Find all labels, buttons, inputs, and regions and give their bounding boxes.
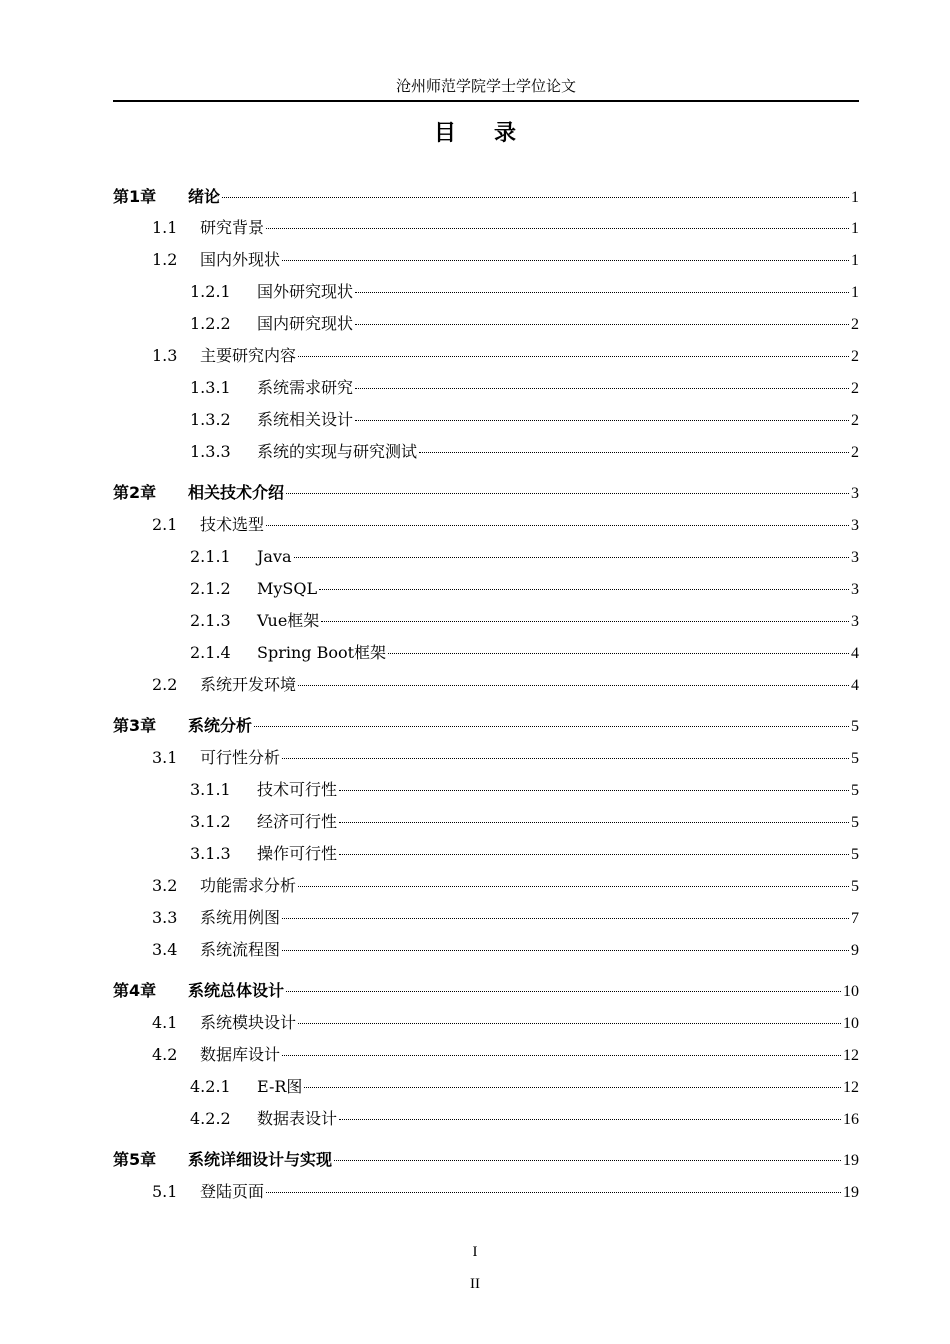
toc-entry-title: 技术可行性 <box>257 780 338 799</box>
toc-entry-page: 2 <box>851 348 859 365</box>
toc-entry-number: 2.2 <box>152 675 178 694</box>
toc-entry[interactable] <box>152 344 859 368</box>
toc-entry-title: 系统相关设计 <box>257 410 354 429</box>
toc-entry-title: 系统流程图 <box>200 940 281 959</box>
toc-entry-number: 1.3 <box>152 346 178 365</box>
toc-entry-title: MySQL <box>257 579 318 598</box>
toc-entry[interactable] <box>113 185 859 209</box>
dot-leader <box>282 918 849 919</box>
toc-entry-page: 1 <box>851 189 859 206</box>
toc-entry-title: Vue框架 <box>257 611 320 630</box>
toc-entry-title: 主要研究内容 <box>200 346 297 365</box>
toc-entry-page: 2 <box>851 444 859 461</box>
dot-leader <box>286 991 841 992</box>
toc-entry[interactable] <box>152 216 859 240</box>
toc-entry-number: 1.2.1 <box>190 282 231 301</box>
dot-leader <box>298 356 849 357</box>
toc-entry[interactable] <box>190 376 859 400</box>
toc-entry-number: 2.1.1 <box>190 547 231 566</box>
dot-leader <box>339 822 849 823</box>
dot-leader <box>304 1087 841 1088</box>
page-number-secondary: II <box>470 1276 480 1292</box>
dot-leader <box>286 493 849 494</box>
toc-entry-title: 系统的实现与研究测试 <box>257 442 418 461</box>
toc-entry-number: 1.3.2 <box>190 410 231 429</box>
toc-entry[interactable] <box>152 1011 859 1035</box>
toc-entry-page: 4 <box>851 677 859 694</box>
toc-entry-number: 3.1.1 <box>190 780 231 799</box>
toc-entry[interactable] <box>190 408 859 432</box>
dot-leader <box>266 525 849 526</box>
toc-entry-title: 系统详细设计与实现 <box>188 1150 333 1169</box>
toc-entry-page: 12 <box>843 1079 859 1096</box>
dot-leader <box>339 790 849 791</box>
toc-entry-page: 3 <box>851 517 859 534</box>
toc-entry[interactable] <box>190 778 859 802</box>
toc-entry-title: 国内研究现状 <box>257 314 354 333</box>
toc-entry[interactable] <box>190 1075 859 1099</box>
toc-entry-title: 系统需求研究 <box>257 378 354 397</box>
toc-entry-number: 3.4 <box>152 940 178 959</box>
toc-entry-number: 4.2 <box>152 1045 178 1064</box>
toc-entry-title: 系统分析 <box>188 716 253 735</box>
dot-leader <box>254 726 849 727</box>
toc-entry-number: 3.1.2 <box>190 812 231 831</box>
toc-entry-title: 绪论 <box>188 187 221 206</box>
toc-entry-number: 第2章 <box>113 483 157 502</box>
dot-leader <box>355 420 849 421</box>
toc-entry[interactable] <box>113 714 859 738</box>
toc-entry-number: 3.3 <box>152 908 178 927</box>
dot-leader <box>298 1023 841 1024</box>
toc-entry-number: 第5章 <box>113 1150 157 1169</box>
toc-entry[interactable] <box>113 481 859 505</box>
toc-entry-page: 2 <box>851 412 859 429</box>
toc-entry[interactable] <box>152 874 859 898</box>
toc-entry-page: 5 <box>851 718 859 735</box>
toc-entry-number: 2.1.4 <box>190 643 231 662</box>
toc-entry-page: 10 <box>843 983 859 1000</box>
toc-entry-page: 19 <box>843 1152 859 1169</box>
toc-entry-number: 3.1 <box>152 748 178 767</box>
dot-leader <box>282 758 849 759</box>
toc-entry-number: 4.1 <box>152 1013 178 1032</box>
toc-entry-title: 经济可行性 <box>257 812 338 831</box>
toc-entry-number: 第4章 <box>113 981 157 1000</box>
toc-entry-title: 系统模块设计 <box>200 1013 297 1032</box>
dot-leader <box>355 292 849 293</box>
toc-entry-number: 3.2 <box>152 876 178 895</box>
dot-leader <box>321 621 849 622</box>
toc-entry-number: 2.1 <box>152 515 178 534</box>
toc-entry-page: 3 <box>851 581 859 598</box>
running-header: 沧州师范学院学士学位论文 <box>395 77 576 95</box>
toc-entry-number: 2.1.2 <box>190 579 231 598</box>
toc-entry-title: 研究背景 <box>200 218 265 237</box>
toc-entry[interactable] <box>152 906 859 930</box>
toc-entry-title: 相关技术介绍 <box>188 483 285 502</box>
toc-entry-title: 数据库设计 <box>200 1045 281 1064</box>
toc-entry-page: 5 <box>851 750 859 767</box>
toc-entry-page: 5 <box>851 814 859 831</box>
dot-leader <box>388 653 849 654</box>
dot-leader <box>339 1119 841 1120</box>
toc-entry[interactable] <box>113 979 859 1003</box>
toc-entry[interactable] <box>190 810 859 834</box>
toc-entry-page: 5 <box>851 782 859 799</box>
dot-leader <box>282 1055 841 1056</box>
toc-entry[interactable] <box>152 248 859 272</box>
toc-entry-number: 1.3.3 <box>190 442 231 461</box>
toc-entry-number: 3.1.3 <box>190 844 231 863</box>
toc-entry-page: 1 <box>851 284 859 301</box>
toc-entry-page: 1 <box>851 220 859 237</box>
toc-entry-title: 系统开发环境 <box>200 675 297 694</box>
toc-entry-page: 5 <box>851 846 859 863</box>
toc-entry-page: 12 <box>843 1047 859 1064</box>
dot-leader <box>266 1192 841 1193</box>
dot-leader <box>419 452 849 453</box>
toc-entry-page: 7 <box>851 910 859 927</box>
toc-entry[interactable] <box>113 1148 859 1172</box>
toc-entry-number: 4.2.1 <box>190 1077 231 1096</box>
page-number-primary: I <box>472 1244 478 1260</box>
toc-entry[interactable] <box>190 641 859 665</box>
dot-leader <box>355 388 849 389</box>
toc-entry-title: 系统用例图 <box>200 908 281 927</box>
toc-entry-number: 1.1 <box>152 218 178 237</box>
toc-entry-page: 3 <box>851 549 859 566</box>
dot-leader <box>298 685 849 686</box>
toc-entry-page: 16 <box>843 1111 859 1128</box>
toc-entry-title: 操作可行性 <box>257 844 338 863</box>
toc-entry[interactable] <box>152 673 859 697</box>
toc-entry[interactable] <box>190 312 859 336</box>
toc-entry-page: 19 <box>843 1184 859 1201</box>
dot-leader <box>355 324 849 325</box>
toc-entry[interactable] <box>190 577 859 601</box>
toc-entry-page: 9 <box>851 942 859 959</box>
toc-entry-page: 1 <box>851 252 859 269</box>
toc-entry-title: Spring Boot框架 <box>257 643 387 662</box>
header-rule <box>113 100 859 102</box>
toc-entry[interactable] <box>152 1180 859 1204</box>
toc-entry-title: 可行性分析 <box>200 748 281 767</box>
toc-entry[interactable] <box>152 513 859 537</box>
toc-entry[interactable] <box>152 746 859 770</box>
toc-entry-title: 系统总体设计 <box>188 981 285 1000</box>
toc-entry-number: 第1章 <box>113 187 157 206</box>
toc-entry-page: 5 <box>851 878 859 895</box>
toc-entry[interactable] <box>190 280 859 304</box>
toc-entry-title: 技术选型 <box>200 515 265 534</box>
toc-entry-number: 第3章 <box>113 716 157 735</box>
dot-leader <box>298 886 849 887</box>
toc-entry[interactable] <box>190 440 859 464</box>
toc-entry-title: 国内外现状 <box>200 250 281 269</box>
toc-entry[interactable] <box>152 1043 859 1067</box>
dot-leader <box>334 1160 841 1161</box>
toc-entry-title: E-R图 <box>257 1077 303 1096</box>
toc-entry-page: 10 <box>843 1015 859 1032</box>
toc-entry-title: 数据表设计 <box>257 1109 338 1128</box>
toc-entry-number: 5.1 <box>152 1182 178 1201</box>
toc-entry-number: 2.1.3 <box>190 611 231 630</box>
toc-entry-number: 4.2.2 <box>190 1109 231 1128</box>
toc-entry-page: 4 <box>851 645 859 662</box>
toc-entry[interactable] <box>152 938 859 962</box>
toc-entry[interactable] <box>190 545 859 569</box>
toc-title: 目录 <box>433 121 554 146</box>
toc-entry-number: 1.3.1 <box>190 378 231 397</box>
toc-entry[interactable] <box>190 842 859 866</box>
toc-entry-title: 国外研究现状 <box>257 282 354 301</box>
toc-entry-title: Java <box>257 547 292 566</box>
dot-leader <box>282 950 849 951</box>
toc-entry-page: 2 <box>851 380 859 397</box>
toc-entry-number: 1.2.2 <box>190 314 231 333</box>
toc-entry-title: 功能需求分析 <box>200 876 297 895</box>
toc-entry[interactable] <box>190 609 859 633</box>
toc-entry-page: 3 <box>851 485 859 502</box>
dot-leader <box>339 854 849 855</box>
dot-leader <box>282 260 849 261</box>
toc-entry-title: 登陆页面 <box>200 1182 265 1201</box>
toc-entry-page: 3 <box>851 613 859 630</box>
toc-entry[interactable] <box>190 1107 859 1131</box>
dot-leader <box>294 557 849 558</box>
dot-leader <box>319 589 849 590</box>
dot-leader <box>266 228 849 229</box>
dot-leader <box>222 197 849 198</box>
toc-entry-page: 2 <box>851 316 859 333</box>
toc-entry-number: 1.2 <box>152 250 178 269</box>
